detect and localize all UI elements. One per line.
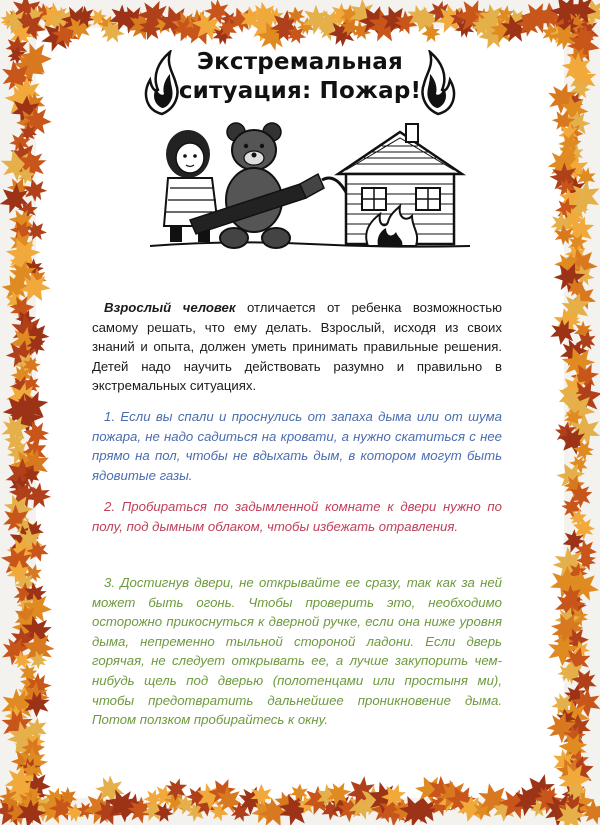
tip-1 [92,407,502,485]
tip-2 [92,497,502,536]
teddy-bear-figure [220,123,290,248]
tip-3 [92,573,502,730]
intro-paragraph [92,298,502,396]
flame-icon [140,50,182,116]
page-title [178,48,422,106]
tip-1-text: 1. Если вы спали и проснулись от запаха дыма или от шума пожара, не надо садиться на кровати, а нужно скатиться с нее прямо на пол, чтобы не вдыхать дым, в котором могут быть ядовитые газы. [92,409,502,483]
title-block [140,42,460,127]
flame-icon [418,50,460,116]
intro-lead: Взрослый человек [104,300,236,315]
title-line-2: ситуация: Пожар! [178,78,422,104]
intro-rest: отличается от ребенка возможностью самому решать, что ему делать. Взрослый, исходя из своих знаний и опыта, должен уметь принимать правильные решения. Детей надо научить действовать разумно и правильно в экстремальных ситуациях. [92,300,502,394]
tip-3-text: 3. Достигнув двери, не открывайте ее сразу, так как за ней может быть огонь. Чтобы проверить это, необходимо осторожно прикоснуться к дверной ручке, если она ниже уровня дыма, непременно тыльной стороной ладони. Если дверь горячая, не следует открывать ее, а лучше закупорить чем-нибудь щель под дверью (полотенцами или простыня ми), чтобы предотвратить дальнейшее проникновение дыма. Потом ползком пробирайтесь к окну. [92,575,502,728]
fire-scene-illustration [150,118,470,268]
title-line-1: Экстремальная [196,49,403,75]
tip-2-text: 2. Пробираться по задымленной комнате к двери нужно по полу, под дымным облаком, чтобы избежать отравления. [92,499,502,534]
